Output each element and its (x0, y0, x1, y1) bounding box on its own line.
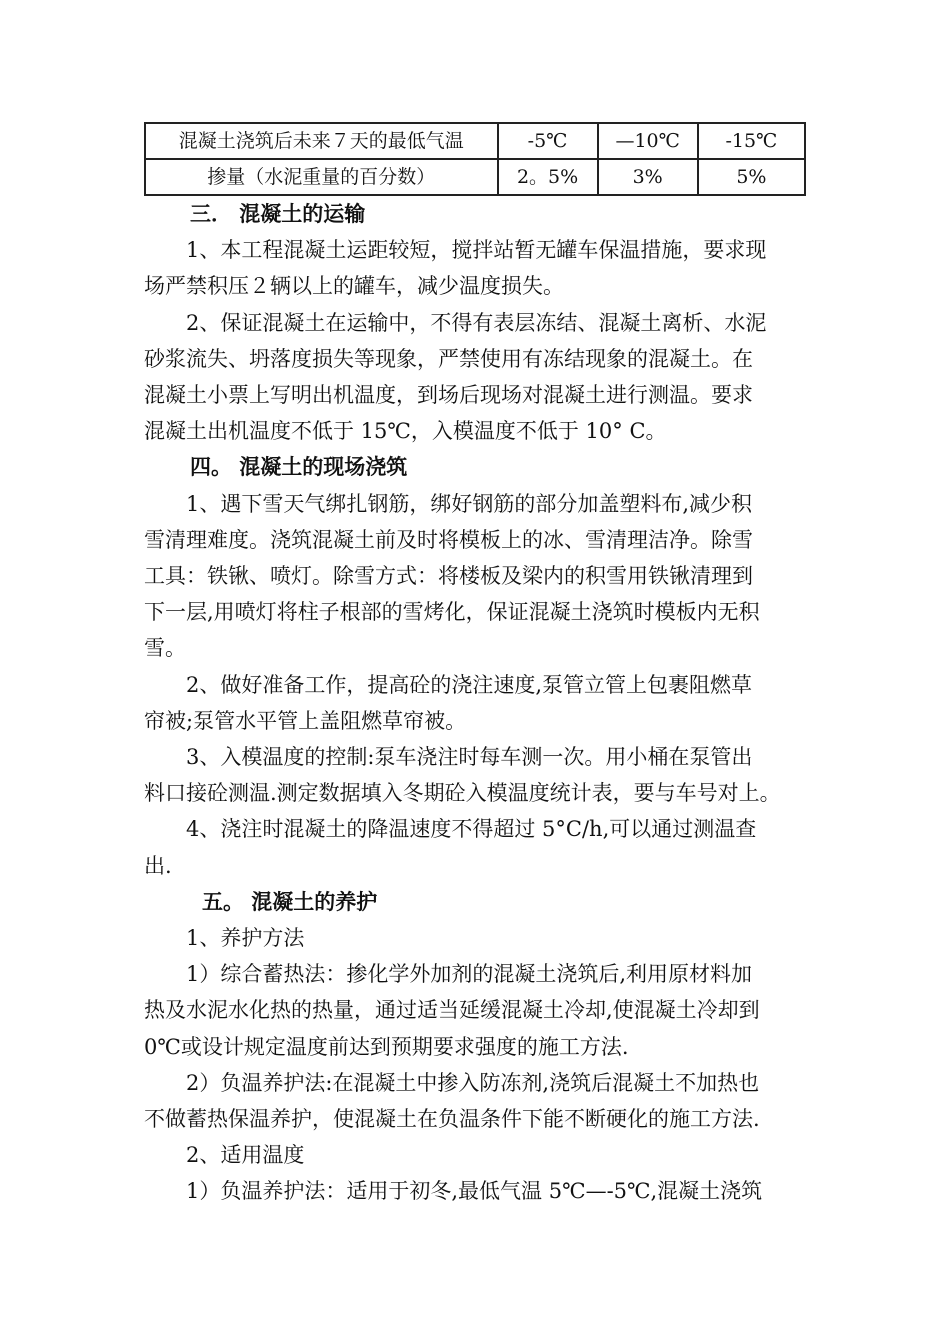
text-line: 混凝土出机温度不低于 15℃，入模温度不低于 10° C。 (144, 419, 667, 444)
section-heading: 五。 混凝土的养护 (202, 888, 378, 914)
text-line: 不做蓄热保温养护，使混凝土在负温条件下能不断硬化的施工方法. (144, 1107, 760, 1132)
text-line: 1、本工程混凝土运距较短，搅拌站暂无罐车保温措施，要求现 (186, 238, 767, 263)
table-cell: 3% (598, 159, 698, 195)
table-cell: -15℃ (698, 123, 805, 159)
text-line: 砂浆流失、坍落度损失等现象，严禁使用有冻结现象的混凝土。在 (144, 346, 753, 371)
table-cell: 5% (698, 159, 805, 195)
table-cell: -5℃ (498, 123, 598, 159)
table-cell: 2。5% (498, 159, 598, 195)
text-line: 0℃或设计规定温度前达到预期要求强度的施工方法. (144, 1034, 629, 1059)
table-row (145, 123, 805, 159)
table-row (145, 159, 805, 195)
text-line: 2、做好准备工作，提高砼的浇注速度,泵管立管上包裹阻燃草 (186, 672, 753, 697)
text-line: 1、遇下雪天气绑扎钢筋，绑好钢筋的部分加盖塑料布,减少积 (186, 491, 753, 516)
text-line: 帘被;泵管水平管上盖阻燃草帘被。 (144, 708, 467, 733)
section-heading: 三． 混凝土的运输 (190, 201, 366, 226)
text-line: 场严禁积压２辆以上的罐车，减少温度损失。 (144, 274, 564, 299)
text-line: 热及水泥水化热的热量，通过适当延缓混凝土冷却,使混凝土冷却到 (144, 998, 760, 1023)
text-line: 下一层,用喷灯将柱子根部的雪烤化，保证混凝土浇筑时模板内无积 (144, 600, 760, 625)
text-line: 混凝土小票上写明出机温度，到场后现场对混凝土进行测温。要求 (144, 383, 753, 408)
body-text (144, 196, 814, 1210)
text-line: 雪清理难度。浇筑混凝土前及时将模板上的冰、雪清理洁净。除雪 (144, 527, 753, 552)
table-cell: 混凝土浇筑后未来７天的最低气温 (145, 123, 498, 159)
text-line: 2、保证混凝土在运输中，不得有表层冻结、混凝土离析、水泥 (186, 310, 767, 335)
table-cell: 掺量（水泥重量的百分数） (145, 159, 498, 195)
text-line: 2）负温养护法:在混凝土中掺入防冻剂,浇筑后混凝土不加热也 (186, 1070, 760, 1095)
table-cell: —10℃ (598, 123, 698, 159)
text-line: 4、浇注时混凝土的降温速度不得超过 5°C/h,可以通过测温查 (186, 817, 757, 842)
section-heading: 四。 混凝土的现场浇筑 (190, 454, 408, 480)
text-line: 工具：铁锹、喷灯。除雪方式：将楼板及梁内的积雪用铁锹清理到 (144, 564, 753, 589)
text-line: 1、养护方法 (186, 926, 305, 951)
antifreeze-dosage-table (144, 122, 806, 196)
text-line: 2、适用温度 (186, 1143, 305, 1168)
text-line: 雪。 (144, 636, 186, 661)
text-line: 出. (144, 853, 172, 878)
text-line: 1）综合蓄热法：掺化学外加剂的混凝土浇筑后,利用原材料加 (186, 962, 753, 987)
text-line: 1）负温养护法：适用于初冬,最低气温 5℃—-5℃,混凝土浇筑 (186, 1179, 763, 1204)
text-line: 料口接砼测温.测定数据填入冬期砼入模温度统计表，要与车号对上。 (144, 781, 781, 806)
text-line: 3、入模温度的控制:泵车浇注时每车测一次。用小桶在泵管出 (186, 745, 753, 770)
